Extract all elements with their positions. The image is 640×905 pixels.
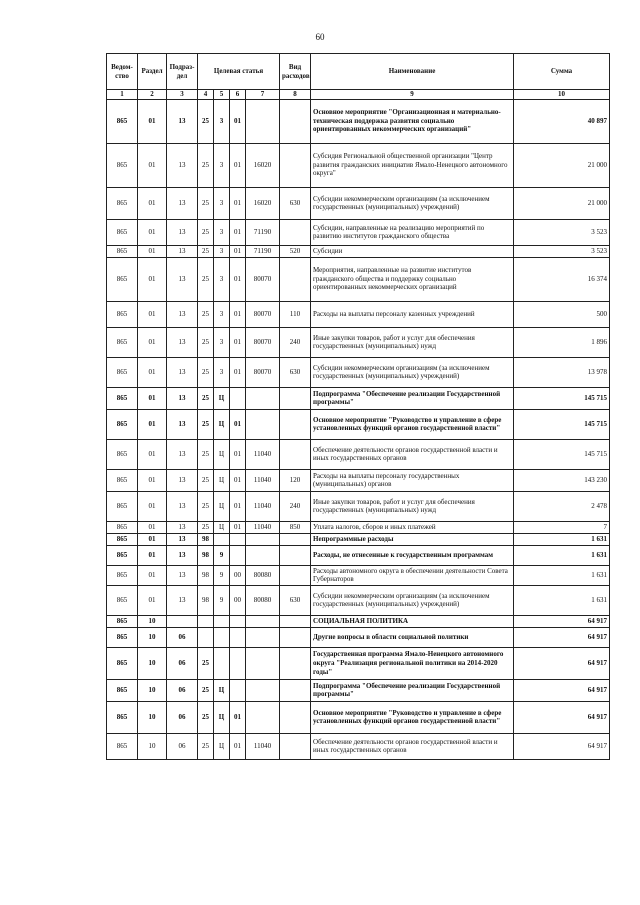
podrazdel-cell: 13 xyxy=(167,533,198,545)
target-code-1-cell: 25 xyxy=(198,679,214,701)
vedomstvo-cell: 865 xyxy=(107,245,138,257)
vid-raskhodov-cell: 240 xyxy=(280,491,311,521)
vedomstvo-cell: 865 xyxy=(107,439,138,469)
target-code-4-cell xyxy=(246,679,280,701)
column-number: 8 xyxy=(280,90,311,100)
column-number: 6 xyxy=(230,90,246,100)
target-code-3-cell: 01 xyxy=(230,327,246,357)
summa-cell: 21 000 xyxy=(514,143,610,187)
vid-raskhodov-cell xyxy=(280,615,311,627)
razdel-cell: 10 xyxy=(138,701,167,733)
vedomstvo-cell: 865 xyxy=(107,701,138,733)
razdel-cell: 01 xyxy=(138,187,167,219)
table-row xyxy=(107,647,610,679)
target-code-1-cell: 25 xyxy=(198,521,214,533)
header-celevaya-statya: Целевая статья xyxy=(198,54,280,90)
summa-cell: 64 917 xyxy=(514,615,610,627)
target-code-2-cell xyxy=(214,533,230,545)
vedomstvo-cell: 865 xyxy=(107,469,138,491)
razdel-cell: 01 xyxy=(138,245,167,257)
table-row xyxy=(107,615,610,627)
target-code-3-cell: 01 xyxy=(230,301,246,327)
target-code-2-cell: Ц xyxy=(214,521,230,533)
summa-cell: 64 917 xyxy=(514,647,610,679)
naimenovanie-cell: Непрограммные расходы xyxy=(311,533,514,545)
target-code-4-cell: 80080 xyxy=(246,585,280,615)
target-code-4-cell: 11040 xyxy=(246,733,280,759)
naimenovanie-cell: Другие вопросы в области социальной политики xyxy=(311,627,514,647)
naimenovanie-cell: Субсидии, направленные на реализацию мероприятий по развитию институтов гражданского общества xyxy=(311,219,514,245)
vid-raskhodov-cell xyxy=(280,647,311,679)
target-code-4-cell: 11040 xyxy=(246,521,280,533)
razdel-cell: 10 xyxy=(138,733,167,759)
naimenovanie-cell: Основное мероприятие "Руководство и управление в сфере установленных функций органов государственной власти" xyxy=(311,701,514,733)
table-row xyxy=(107,409,610,439)
target-code-3-cell xyxy=(230,387,246,409)
target-code-1-cell xyxy=(198,627,214,647)
vid-raskhodov-cell: 240 xyxy=(280,327,311,357)
target-code-1-cell: 25 xyxy=(198,409,214,439)
target-code-4-cell: 16020 xyxy=(246,187,280,219)
table-row xyxy=(107,585,610,615)
target-code-2-cell: Ц xyxy=(214,701,230,733)
summa-cell: 1 631 xyxy=(514,585,610,615)
summa-cell: 2 478 xyxy=(514,491,610,521)
target-code-1-cell: 25 xyxy=(198,99,214,143)
table-row xyxy=(107,187,610,219)
summa-cell: 16 374 xyxy=(514,257,610,301)
naimenovanie-cell: Расходы автономного округа в обеспечении деятельности Совета Губернаторов xyxy=(311,565,514,585)
target-code-2-cell: 3 xyxy=(214,357,230,387)
naimenovanie-cell: Уплата налогов, сборов и иных платежей xyxy=(311,521,514,533)
razdel-cell: 01 xyxy=(138,301,167,327)
target-code-2-cell: Ц xyxy=(214,409,230,439)
table-row xyxy=(107,257,610,301)
podrazdel-cell: 13 xyxy=(167,257,198,301)
target-code-2-cell: 9 xyxy=(214,545,230,565)
naimenovanie-cell: Подпрограмма "Обеспечение реализации Государственной программы" xyxy=(311,679,514,701)
target-code-1-cell: 98 xyxy=(198,585,214,615)
target-code-1-cell: 25 xyxy=(198,327,214,357)
target-code-1-cell: 25 xyxy=(198,647,214,679)
target-code-4-cell xyxy=(246,627,280,647)
target-code-2-cell: 3 xyxy=(214,143,230,187)
target-code-2-cell: 3 xyxy=(214,301,230,327)
razdel-cell: 10 xyxy=(138,647,167,679)
naimenovanie-cell: Обеспечение деятельности органов государственной власти и иных государственных органов xyxy=(311,439,514,469)
vedomstvo-cell: 865 xyxy=(107,143,138,187)
target-code-4-cell xyxy=(246,533,280,545)
vedomstvo-cell: 865 xyxy=(107,679,138,701)
target-code-2-cell xyxy=(214,627,230,647)
summa-cell: 1 896 xyxy=(514,327,610,357)
naimenovanie-cell: Государственная программа Ямало-Ненецкого автономного округа "Реализация региональной политики на 2014-2020 годы" xyxy=(311,647,514,679)
target-code-3-cell: 01 xyxy=(230,357,246,387)
naimenovanie-cell: Субсидии некоммерческим организациям (за исключением государственных (муниципальных) учреждений) xyxy=(311,187,514,219)
vid-raskhodov-cell: 520 xyxy=(280,245,311,257)
target-code-1-cell xyxy=(198,615,214,627)
naimenovanie-cell: Субсидии xyxy=(311,245,514,257)
table-row xyxy=(107,701,610,733)
summa-cell: 13 978 xyxy=(514,357,610,387)
table-row xyxy=(107,327,610,357)
target-code-1-cell: 25 xyxy=(198,219,214,245)
podrazdel-cell: 13 xyxy=(167,387,198,409)
razdel-cell: 01 xyxy=(138,491,167,521)
target-code-1-cell: 25 xyxy=(198,257,214,301)
target-code-3-cell: 00 xyxy=(230,565,246,585)
podrazdel-cell: 06 xyxy=(167,647,198,679)
table-row xyxy=(107,357,610,387)
naimenovanie-cell: Иные закупки товаров, работ и услуг для обеспечения государственных (муниципальных) нужд xyxy=(311,491,514,521)
header-vid-raskhodov: Вид расходов xyxy=(280,54,311,90)
razdel-cell: 01 xyxy=(138,143,167,187)
target-code-1-cell: 25 xyxy=(198,245,214,257)
podrazdel-cell: 13 xyxy=(167,99,198,143)
target-code-3-cell: 01 xyxy=(230,219,246,245)
target-code-3-cell: 01 xyxy=(230,491,246,521)
podrazdel-cell: 13 xyxy=(167,187,198,219)
target-code-3-cell: 01 xyxy=(230,245,246,257)
vid-raskhodov-cell: 630 xyxy=(280,187,311,219)
vedomstvo-cell: 865 xyxy=(107,521,138,533)
target-code-3-cell: 01 xyxy=(230,521,246,533)
table-row xyxy=(107,627,610,647)
podrazdel-cell: 13 xyxy=(167,357,198,387)
podrazdel-cell: 13 xyxy=(167,545,198,565)
table-row xyxy=(107,219,610,245)
summa-cell: 3 523 xyxy=(514,219,610,245)
target-code-2-cell xyxy=(214,615,230,627)
table-row xyxy=(107,565,610,585)
naimenovanie-cell: Субсидии некоммерческим организациям (за исключением государственных (муниципальных) учреждений) xyxy=(311,357,514,387)
target-code-2-cell: Ц xyxy=(214,387,230,409)
podrazdel-cell: 13 xyxy=(167,301,198,327)
target-code-3-cell: 01 xyxy=(230,257,246,301)
vid-raskhodov-cell xyxy=(280,219,311,245)
razdel-cell: 01 xyxy=(138,257,167,301)
podrazdel-cell: 13 xyxy=(167,491,198,521)
razdel-cell: 01 xyxy=(138,357,167,387)
podrazdel-cell: 06 xyxy=(167,701,198,733)
summa-cell: 3 523 xyxy=(514,245,610,257)
target-code-2-cell: 3 xyxy=(214,219,230,245)
podrazdel-cell: 13 xyxy=(167,143,198,187)
vedomstvo-cell: 865 xyxy=(107,99,138,143)
target-code-1-cell: 25 xyxy=(198,301,214,327)
vid-raskhodov-cell: 120 xyxy=(280,469,311,491)
table-body xyxy=(107,99,610,759)
summa-cell: 1 631 xyxy=(514,545,610,565)
target-code-1-cell: 98 xyxy=(198,533,214,545)
column-number: 1 xyxy=(107,90,138,100)
header-podrazdel: Подраз-дел xyxy=(167,54,198,90)
target-code-3-cell xyxy=(230,647,246,679)
podrazdel-cell: 13 xyxy=(167,219,198,245)
summa-cell: 64 917 xyxy=(514,701,610,733)
target-code-1-cell: 25 xyxy=(198,387,214,409)
razdel-cell: 10 xyxy=(138,679,167,701)
podrazdel-cell: 13 xyxy=(167,439,198,469)
target-code-2-cell: Ц xyxy=(214,491,230,521)
summa-cell: 1 631 xyxy=(514,565,610,585)
target-code-4-cell: 11040 xyxy=(246,469,280,491)
table-row xyxy=(107,733,610,759)
naimenovanie-cell: СОЦИАЛЬНАЯ ПОЛИТИКА xyxy=(311,615,514,627)
page-number: 60 xyxy=(315,32,325,42)
column-number: 4 xyxy=(198,90,214,100)
budget-table xyxy=(106,53,610,760)
table-row xyxy=(107,99,610,143)
target-code-3-cell xyxy=(230,627,246,647)
vid-raskhodov-cell xyxy=(280,679,311,701)
target-code-2-cell: Ц xyxy=(214,439,230,469)
table-row xyxy=(107,245,610,257)
table-row xyxy=(107,387,610,409)
target-code-3-cell: 01 xyxy=(230,733,246,759)
razdel-cell: 01 xyxy=(138,545,167,565)
vedomstvo-cell: 865 xyxy=(107,301,138,327)
razdel-cell: 01 xyxy=(138,387,167,409)
target-code-4-cell: 16020 xyxy=(246,143,280,187)
vid-raskhodov-cell xyxy=(280,545,311,565)
vid-raskhodov-cell xyxy=(280,387,311,409)
table-row xyxy=(107,301,610,327)
razdel-cell: 01 xyxy=(138,585,167,615)
target-code-1-cell: 25 xyxy=(198,357,214,387)
summa-cell: 64 917 xyxy=(514,627,610,647)
target-code-3-cell: 01 xyxy=(230,409,246,439)
summa-cell: 145 715 xyxy=(514,387,610,409)
vedomstvo-cell: 865 xyxy=(107,533,138,545)
podrazdel-cell: 06 xyxy=(167,627,198,647)
column-number: 7 xyxy=(246,90,280,100)
target-code-3-cell: 01 xyxy=(230,143,246,187)
target-code-4-cell: 71190 xyxy=(246,245,280,257)
naimenovanie-cell: Основное мероприятие "Руководство и управление в сфере установленных функций органов государственной власти" xyxy=(311,409,514,439)
razdel-cell: 01 xyxy=(138,327,167,357)
vid-raskhodov-cell xyxy=(280,99,311,143)
vedomstvo-cell: 865 xyxy=(107,627,138,647)
summa-cell: 64 917 xyxy=(514,679,610,701)
column-number: 3 xyxy=(167,90,198,100)
vid-raskhodov-cell xyxy=(280,533,311,545)
target-code-3-cell: 01 xyxy=(230,187,246,219)
target-code-2-cell: 3 xyxy=(214,257,230,301)
target-code-3-cell: 01 xyxy=(230,99,246,143)
column-number-row xyxy=(107,90,610,100)
target-code-1-cell: 98 xyxy=(198,545,214,565)
target-code-1-cell: 25 xyxy=(198,439,214,469)
table-row xyxy=(107,469,610,491)
table-row xyxy=(107,521,610,533)
summa-cell: 64 917 xyxy=(514,733,610,759)
target-code-2-cell: 9 xyxy=(214,585,230,615)
target-code-4-cell: 11040 xyxy=(246,491,280,521)
target-code-4-cell xyxy=(246,545,280,565)
column-number: 10 xyxy=(514,90,610,100)
target-code-4-cell: 80070 xyxy=(246,327,280,357)
summa-cell: 145 715 xyxy=(514,409,610,439)
column-number: 2 xyxy=(138,90,167,100)
podrazdel-cell: 06 xyxy=(167,679,198,701)
summa-cell: 7 xyxy=(514,521,610,533)
table-header-row xyxy=(107,54,610,90)
target-code-4-cell: 71190 xyxy=(246,219,280,245)
target-code-2-cell: 3 xyxy=(214,187,230,219)
header-summa: Сумма xyxy=(514,54,610,90)
target-code-1-cell: 25 xyxy=(198,187,214,219)
vid-raskhodov-cell: 110 xyxy=(280,301,311,327)
vedomstvo-cell: 865 xyxy=(107,409,138,439)
target-code-2-cell: 3 xyxy=(214,327,230,357)
razdel-cell: 01 xyxy=(138,469,167,491)
column-number: 9 xyxy=(311,90,514,100)
target-code-4-cell: 80080 xyxy=(246,565,280,585)
target-code-2-cell: 3 xyxy=(214,99,230,143)
vedomstvo-cell: 865 xyxy=(107,545,138,565)
razdel-cell: 01 xyxy=(138,219,167,245)
vid-raskhodov-cell xyxy=(280,439,311,469)
target-code-2-cell: 3 xyxy=(214,245,230,257)
target-code-2-cell: 9 xyxy=(214,565,230,585)
target-code-1-cell: 25 xyxy=(198,143,214,187)
podrazdel-cell: 13 xyxy=(167,327,198,357)
podrazdel-cell: 06 xyxy=(167,733,198,759)
razdel-cell: 10 xyxy=(138,615,167,627)
vid-raskhodov-cell: 630 xyxy=(280,357,311,387)
razdel-cell: 01 xyxy=(138,533,167,545)
table-row xyxy=(107,679,610,701)
naimenovanie-cell: Субсидии некоммерческим организациям (за исключением государственных (муниципальных) учреждений) xyxy=(311,585,514,615)
table-row xyxy=(107,491,610,521)
razdel-cell: 01 xyxy=(138,99,167,143)
naimenovanie-cell: Подпрограмма "Обеспечение реализации Государственной программы" xyxy=(311,387,514,409)
target-code-3-cell xyxy=(230,533,246,545)
target-code-4-cell: 80070 xyxy=(246,257,280,301)
podrazdel-cell: 13 xyxy=(167,585,198,615)
target-code-1-cell: 25 xyxy=(198,491,214,521)
podrazdel-cell: 13 xyxy=(167,521,198,533)
podrazdel-cell: 13 xyxy=(167,245,198,257)
target-code-2-cell: Ц xyxy=(214,679,230,701)
target-code-4-cell: 11040 xyxy=(246,439,280,469)
naimenovanie-cell: Обеспечение деятельности органов государственной власти и иных государственных органов xyxy=(311,733,514,759)
target-code-4-cell: 80070 xyxy=(246,357,280,387)
vedomstvo-cell: 865 xyxy=(107,357,138,387)
target-code-4-cell xyxy=(246,647,280,679)
vedomstvo-cell: 865 xyxy=(107,565,138,585)
vid-raskhodov-cell xyxy=(280,733,311,759)
target-code-3-cell: 01 xyxy=(230,701,246,733)
naimenovanie-cell: Расходы на выплаты персоналу казенных учреждений xyxy=(311,301,514,327)
naimenovanie-cell: Иные закупки товаров, работ и услуг для обеспечения государственных (муниципальных) нужд xyxy=(311,327,514,357)
razdel-cell: 01 xyxy=(138,439,167,469)
vid-raskhodov-cell xyxy=(280,565,311,585)
vid-raskhodov-cell xyxy=(280,627,311,647)
summa-cell: 40 897 xyxy=(514,99,610,143)
target-code-4-cell xyxy=(246,409,280,439)
header-razdel: Раздел xyxy=(138,54,167,90)
target-code-4-cell xyxy=(246,701,280,733)
target-code-4-cell xyxy=(246,387,280,409)
vedomstvo-cell: 865 xyxy=(107,647,138,679)
target-code-3-cell: 00 xyxy=(230,585,246,615)
razdel-cell: 01 xyxy=(138,409,167,439)
naimenovanie-cell: Мероприятия, направленные на развитие институтов гражданского общества и поддержку социально ориентированных некоммерческих организаций xyxy=(311,257,514,301)
header-naimenovanie: Наименование xyxy=(311,54,514,90)
vedomstvo-cell: 865 xyxy=(107,219,138,245)
vid-raskhodov-cell: 630 xyxy=(280,585,311,615)
target-code-4-cell: 80070 xyxy=(246,301,280,327)
summa-cell: 500 xyxy=(514,301,610,327)
podrazdel-cell: 13 xyxy=(167,565,198,585)
vid-raskhodov-cell xyxy=(280,143,311,187)
target-code-3-cell xyxy=(230,545,246,565)
podrazdel-cell: 13 xyxy=(167,469,198,491)
podrazdel-cell xyxy=(167,615,198,627)
naimenovanie-cell: Расходы, не отнесенные к государственным программам xyxy=(311,545,514,565)
razdel-cell: 01 xyxy=(138,521,167,533)
naimenovanie-cell: Расходы на выплаты персоналу государственных (муниципальных) органов xyxy=(311,469,514,491)
table-row xyxy=(107,533,610,545)
naimenovanie-cell: Субсидия Региональной общественной организации "Центр развития гражданских инициатив Ямало-Ненецкого автономного округа" xyxy=(311,143,514,187)
summa-cell: 143 230 xyxy=(514,469,610,491)
vedomstvo-cell: 865 xyxy=(107,387,138,409)
naimenovanie-cell: Основное мероприятие "Организационная и материально-техническая поддержка развития социально ориентированных некоммерческих организаций" xyxy=(311,99,514,143)
target-code-3-cell: 01 xyxy=(230,469,246,491)
target-code-2-cell: Ц xyxy=(214,733,230,759)
target-code-4-cell xyxy=(246,615,280,627)
summa-cell: 21 000 xyxy=(514,187,610,219)
target-code-1-cell: 25 xyxy=(198,469,214,491)
table-row xyxy=(107,439,610,469)
vedomstvo-cell: 865 xyxy=(107,733,138,759)
target-code-2-cell: Ц xyxy=(214,469,230,491)
target-code-3-cell: 01 xyxy=(230,439,246,469)
vedomstvo-cell: 865 xyxy=(107,257,138,301)
vedomstvo-cell: 865 xyxy=(107,585,138,615)
target-code-1-cell: 25 xyxy=(198,733,214,759)
target-code-1-cell: 98 xyxy=(198,565,214,585)
vid-raskhodov-cell xyxy=(280,409,311,439)
razdel-cell: 10 xyxy=(138,627,167,647)
target-code-1-cell: 25 xyxy=(198,701,214,733)
header-vedomstvo: Ведом-ство xyxy=(107,54,138,90)
vid-raskhodov-cell xyxy=(280,257,311,301)
vedomstvo-cell: 865 xyxy=(107,187,138,219)
target-code-3-cell xyxy=(230,679,246,701)
target-code-4-cell xyxy=(246,99,280,143)
podrazdel-cell: 13 xyxy=(167,409,198,439)
vid-raskhodov-cell xyxy=(280,701,311,733)
target-code-3-cell xyxy=(230,615,246,627)
vedomstvo-cell: 865 xyxy=(107,615,138,627)
summa-cell: 145 715 xyxy=(514,439,610,469)
column-number: 5 xyxy=(214,90,230,100)
summa-cell: 1 631 xyxy=(514,533,610,545)
vid-raskhodov-cell: 850 xyxy=(280,521,311,533)
vedomstvo-cell: 865 xyxy=(107,327,138,357)
table-row xyxy=(107,545,610,565)
target-code-2-cell xyxy=(214,647,230,679)
vedomstvo-cell: 865 xyxy=(107,491,138,521)
table-row xyxy=(107,143,610,187)
razdel-cell: 01 xyxy=(138,565,167,585)
